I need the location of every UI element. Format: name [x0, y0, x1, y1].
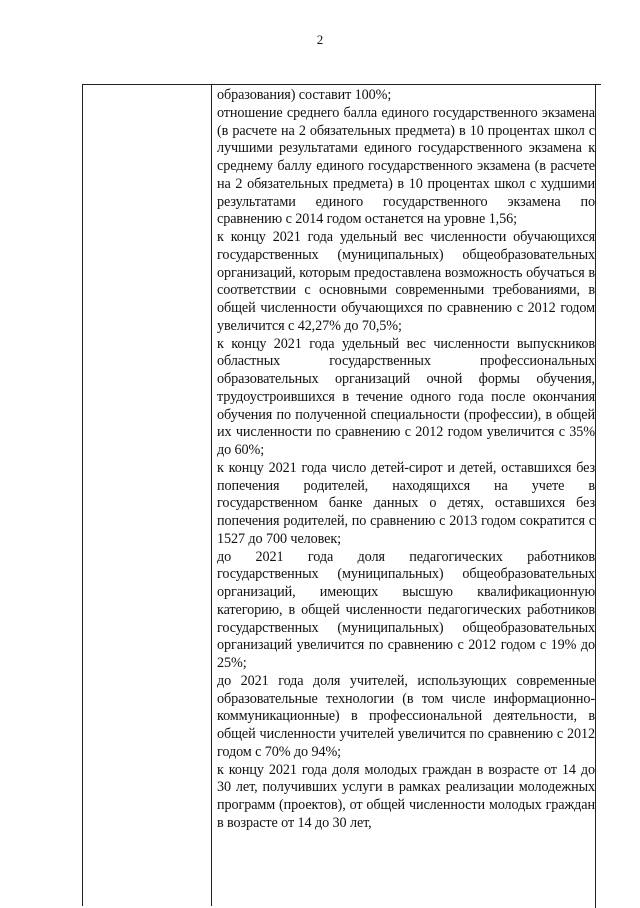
table-left-cell — [83, 85, 212, 906]
paragraph-modern-requirements-share: к концу 2021 года удельный вес численности обучающихся государственных (муниципальных) общеобразовательных организаций, которым предоставлена возможность обучаться в соответствии с основными современными требованиями, в общей численности обучающихся по сравнению с 2012 годом увеличится с 42,27% до 70,5%; — [217, 229, 595, 334]
paragraph-teacher-qualification: до 2021 года доля педагогических работников государственных (муниципальных) общеобразовательных организаций, имеющих высшую квалификационную категорию, в общей численности педагогических работников государственных (муниципальных) общеобразовательных организаций увеличится по сравнению с 2012 годом с 19% до 25%; — [217, 548, 595, 671]
paragraph-education-coverage: образования) составит 100%; — [217, 87, 392, 103]
paragraph-exam-score-ratio: отношение среднего балла единого государственного экзамена (в расчете на 2 обязательных предмета) в 10 процентах школ с лучшими результатами единого государственного экзамена к среднему баллу единого государственного экзамена (в расчете на 2 обязательных предмета) в 10 процентах школ с худшими результатами единого государственного экзамена по сравнению с 2014 годом останется на уровне 1,56; — [217, 104, 595, 228]
paragraph-orphans-count: к концу 2021 года число детей-сирот и детей, оставшихся без попечения родителей, находящихся на учете в государственном банке данных о детях, оставшихся без попечения родителей, по сравнению с 2013 годом сократится с 1527 до 700 человек; — [217, 459, 595, 547]
document-table — [82, 84, 601, 906]
paragraph-teacher-technologies: до 2021 года доля учителей, использующих современные образовательные технологии (в том числе информационно-коммуникационные) в профессиональной деятельности, в общей численности учителей увеличится по сравнению с 2012 годом с 70% до 94%; — [217, 672, 595, 760]
table-right-cell — [214, 85, 596, 908]
paragraph-youth-programs: к концу 2021 года доля молодых граждан в возрасте от 14 до 30 лет, получивших услуги в рамках реализации молодежных программ (проектов), от общей численности молодых граждан в возрасте от 14 до 30 лет, — [217, 761, 595, 831]
paragraph-graduate-employment: к концу 2021 года удельный вес численности выпускников областных государственных профессиональных образовательных организаций очной формы обучения, трудоустроившихся в течение одного года после окончания обучения по полученной специальности (профессии), в общей их численности по сравнению с 2012 годом увеличится с 35% до 60%; — [217, 335, 595, 458]
page-number: 2 — [316, 32, 324, 47]
